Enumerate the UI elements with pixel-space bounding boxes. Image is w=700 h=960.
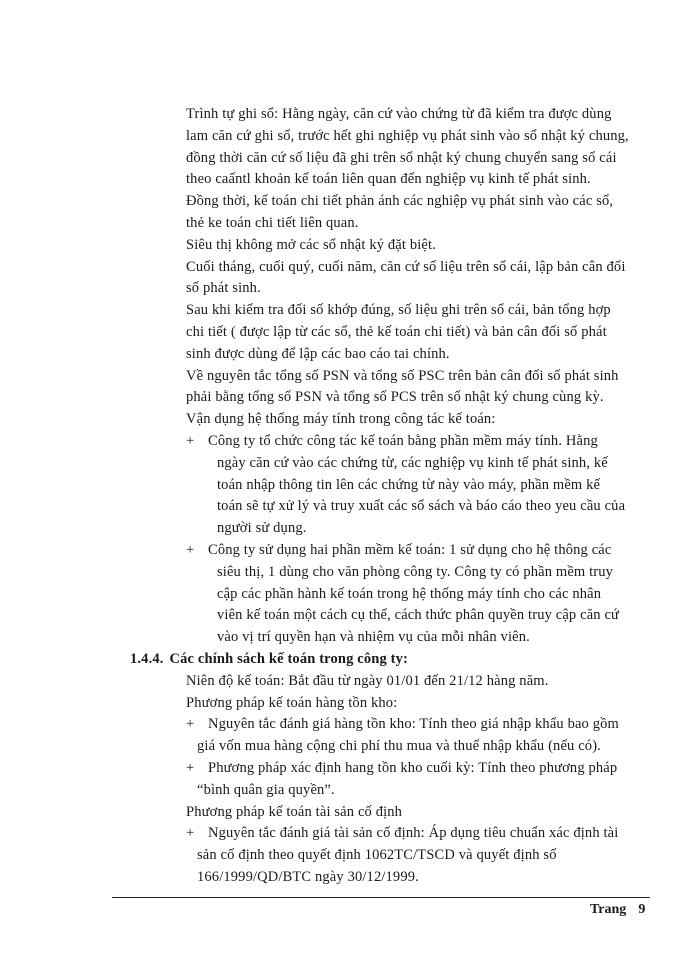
bullet-continuation: người sử dụng. [217,520,307,537]
bullet-continuation: cập các phần hành kế toán trong hệ thống máy tính cho các nhân [217,585,602,602]
paragraph-line: Phương pháp kế toán hàng tồn kho: [186,694,398,711]
bullet-continuation: sản cố định theo quyết định 1062TC/TSCD và quyết định số [197,847,557,864]
page-footer [590,902,645,918]
paragraph-line: đồng thời căn cứ số liệu đã ghi trên sổ nhật ký chung chuyển sang sổ cái [186,149,617,166]
paragraph-line: chi tiết ( được lập từ các sổ, thẻ kế toán chi tiết) và bản cân đối số phát [186,323,607,340]
bullet-continuation: viên kế toán một cách cụ thể, cách thức phân quyền truy cập căn cứ [217,607,620,624]
bullet-mark: + [186,432,195,449]
paragraph-line: Sau khi kiểm tra đối số khớp đúng, số liệu ghi trên sổ cái, bản tổng hợp [186,302,611,319]
page-number: 9 [638,902,646,917]
bullet-text: Nguyên tắc đánh giá hàng tồn kho: Tính theo giá nhập khẩu bao gồm [208,716,619,733]
bullet-mark: + [186,541,195,558]
paragraph-line: Về nguyên tắc tổng số PSN và tổng số PSC trên bản cân đối số phát sinh [186,367,619,384]
bullet-text: Công ty tổ chức công tác kế toán bằng phần mềm máy tính. Hằng [208,432,598,449]
paragraph-line: sinh được dùng để lập các bao cáo tai chính. [186,345,450,362]
bullet-continuation: toán nhập thông tin lên các chứng từ này vào máy, phần mềm kế [217,476,601,493]
bullet-continuation: vào vị trí quyền hạn và nhiệm vụ của mỗi nhân viên. [217,629,530,646]
paragraph-line: thẻ ke toán chi tiết liên quan. [186,214,359,231]
paragraph-line: phải bằng tổng số PSN và tổng số PCS trên sổ nhật ký chung cùng kỳ. [186,389,604,406]
bullet-continuation: 166/1999/QD/BTC ngày 30/12/1999. [197,868,419,885]
bullet-continuation: toán sẽ tự xử lý và truy xuất các sổ sách và báo cáo theo yeu cầu của [217,498,626,515]
section-number: 1.4.4. [130,650,164,667]
bullet-continuation: siêu thị, 1 dùng cho văn phòng công ty. Công ty có phần mềm truy [217,563,614,580]
section-heading [130,649,660,671]
bullet-continuation: ngày căn cứ vào các chứng từ, các nghiệp vụ kinh tế phát sinh, kế [217,454,608,471]
footer-label: Trang [590,902,627,917]
paragraph-line: Siêu thị không mở các sổ nhật ký đặt biệt. [186,236,436,253]
paragraph-line: Niên độ kế toán: Bắt đầu từ ngày 01/01 đến 21/12 hàng năm. [186,672,549,689]
paragraph-line: theo caấntl khoản kế toán liên quan đến nghiệp vụ kinh tế phát sinh. [186,171,591,188]
bullet-item [130,431,660,453]
bullet-item [130,540,660,562]
paragraph-line: lam căn cứ ghi sổ, trước hết ghi nghiệp vụ phát sinh vào sổ nhật ký chung, [186,127,629,144]
footer-divider [112,897,650,898]
bullet-mark: + [186,825,195,842]
paragraph-line: Phương pháp kế toán tài sản cố định [186,803,403,820]
paragraph-line: số phát sinh. [186,280,261,297]
paragraph-line: Cuối tháng, cuối quý, cuối năm, căn cứ số liệu trên sổ cái, lập bản cân đối [186,258,626,275]
bullet-mark: + [186,716,195,733]
bullet-text: Nguyên tắc đánh giá tài sản cố định: Áp dụng tiêu chuẩn xác định tài [208,825,619,842]
bullet-text: Công ty sử dụng hai phần mềm kế toán: 1 sử dụng cho hệ thông các [208,541,612,558]
bullet-continuation: giá vốn mua hàng cộng chi phí thu mua và thuế nhập khẩu (nếu có). [197,738,601,755]
paragraph-line: Trình tự ghi sổ: Hằng ngày, căn cứ vào chứng từ đã kiểm tra được dùng [186,106,612,122]
section-title: Các chính sách kế toán trong công ty: [169,650,409,667]
bullet-item [130,758,660,780]
bullet-item [130,823,660,845]
page-body [130,104,660,889]
bullet-continuation: “bình quân gia quyền”. [197,781,335,798]
bullet-text: Phương pháp xác định hang tồn kho cuối kỳ: Tính theo phương pháp [208,759,618,776]
paragraph-line: Đồng thời, kế toán chi tiết phản ánh các nghiệp vụ phát sinh vào các sổ, [186,193,614,210]
bullet-item [130,714,660,736]
bullet-mark: + [186,759,195,776]
paragraph-line: Vận dụng hệ thống máy tính trong công tác kế toán: [186,411,496,428]
